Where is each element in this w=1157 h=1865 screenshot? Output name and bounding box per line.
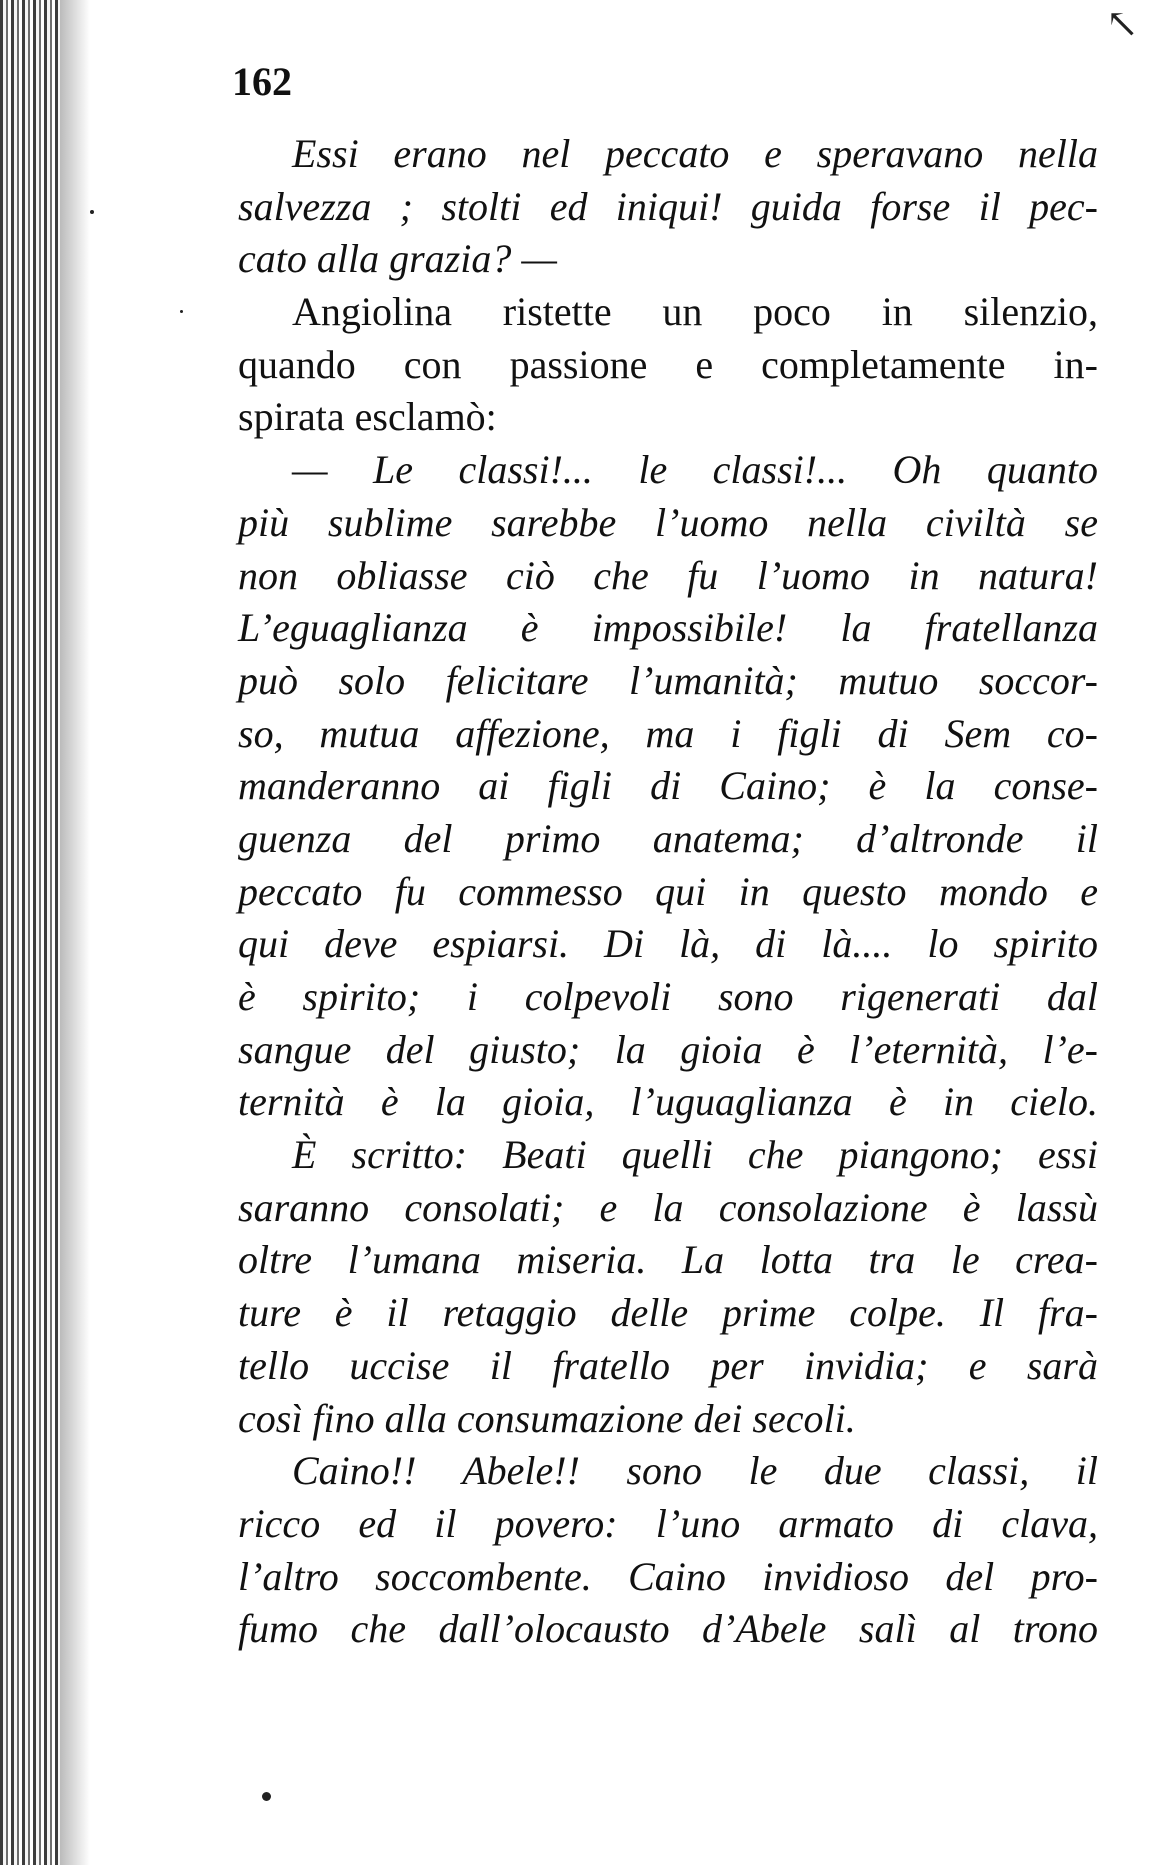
ink-speck: [262, 1792, 271, 1801]
text-line: L’eguaglianza è impossibile! la fratellanza: [238, 605, 1098, 651]
text-line: spirata esclamò:: [238, 394, 497, 440]
text-line: non obliasse ciò che fu l’uomo in natura!: [238, 552, 1098, 598]
text-line: cato alla grazia? —: [238, 236, 557, 282]
gutter-shadow: [60, 0, 90, 1865]
text-line: così fino alla consumazione dei secoli.: [238, 1395, 856, 1441]
book-spine-shadow: [0, 0, 60, 1865]
text-line: ture è il retaggio delle prime colpe. Il fra-: [238, 1290, 1098, 1336]
corner-tick-mark: ↖: [1105, 1, 1139, 46]
text-line: quando con passione e completamente in-: [238, 341, 1098, 387]
text-line: È scritto: Beati quelli che piangono; essi: [292, 1132, 1098, 1178]
text-line: Caino!! Abele!! sono le due classi, il: [292, 1448, 1098, 1494]
text-line: è spirito; i colpevoli sono rigenerati dal: [238, 974, 1098, 1019]
ink-speck: [180, 310, 183, 313]
page-number: 162: [232, 59, 292, 104]
text-line: più sublime sarebbe l’uomo nella civiltà se: [238, 499, 1098, 545]
text-line: so, mutua affezione, ma i figli di Sem co-: [238, 710, 1098, 756]
text-line: tello uccise il fratello per invidia; e sarà: [238, 1342, 1098, 1388]
body-text: [238, 128, 1098, 1656]
text-line: Essi erano nel peccato e speravano nella: [292, 131, 1098, 176]
text-line: saranno consolati; e la consolazione è lassù: [238, 1184, 1098, 1230]
text-line: salvezza ; stolti ed iniqui! guida forse il pec-: [238, 183, 1098, 229]
text-line: qui deve espiarsi. Di là, di là.... lo spirito: [238, 921, 1098, 967]
text-line: — Le classi!... le classi!... Oh quanto: [292, 447, 1098, 493]
text-line: può solo felicitare l’umanità; mutuo soccor-: [238, 657, 1098, 703]
text-line: Angiolina ristette un poco in silenzio,: [292, 289, 1098, 335]
text-line: oltre l’umana miseria. La lotta tra le crea-: [238, 1237, 1098, 1283]
text-line: fumo che dall’olocausto d’Abele salì al trono: [238, 1606, 1098, 1652]
text-line: ternità è la gioia, l’uguaglianza è in cielo.: [238, 1079, 1098, 1125]
text-line: ricco ed il povero: l’uno armato di clava,: [238, 1500, 1098, 1546]
text-line: manderanno ai figli di Caino; è la conse-: [238, 763, 1098, 809]
text-line: guenza del primo anatema; d’altronde il: [238, 815, 1098, 861]
text-line: l’altro soccombente. Caino invidioso del pro-: [238, 1553, 1098, 1599]
text-line: peccato fu commesso qui in questo mondo e: [238, 868, 1098, 914]
ink-speck: [90, 210, 94, 214]
text-line: sangue del giusto; la gioia è l’eternità, l’e-: [238, 1026, 1098, 1072]
